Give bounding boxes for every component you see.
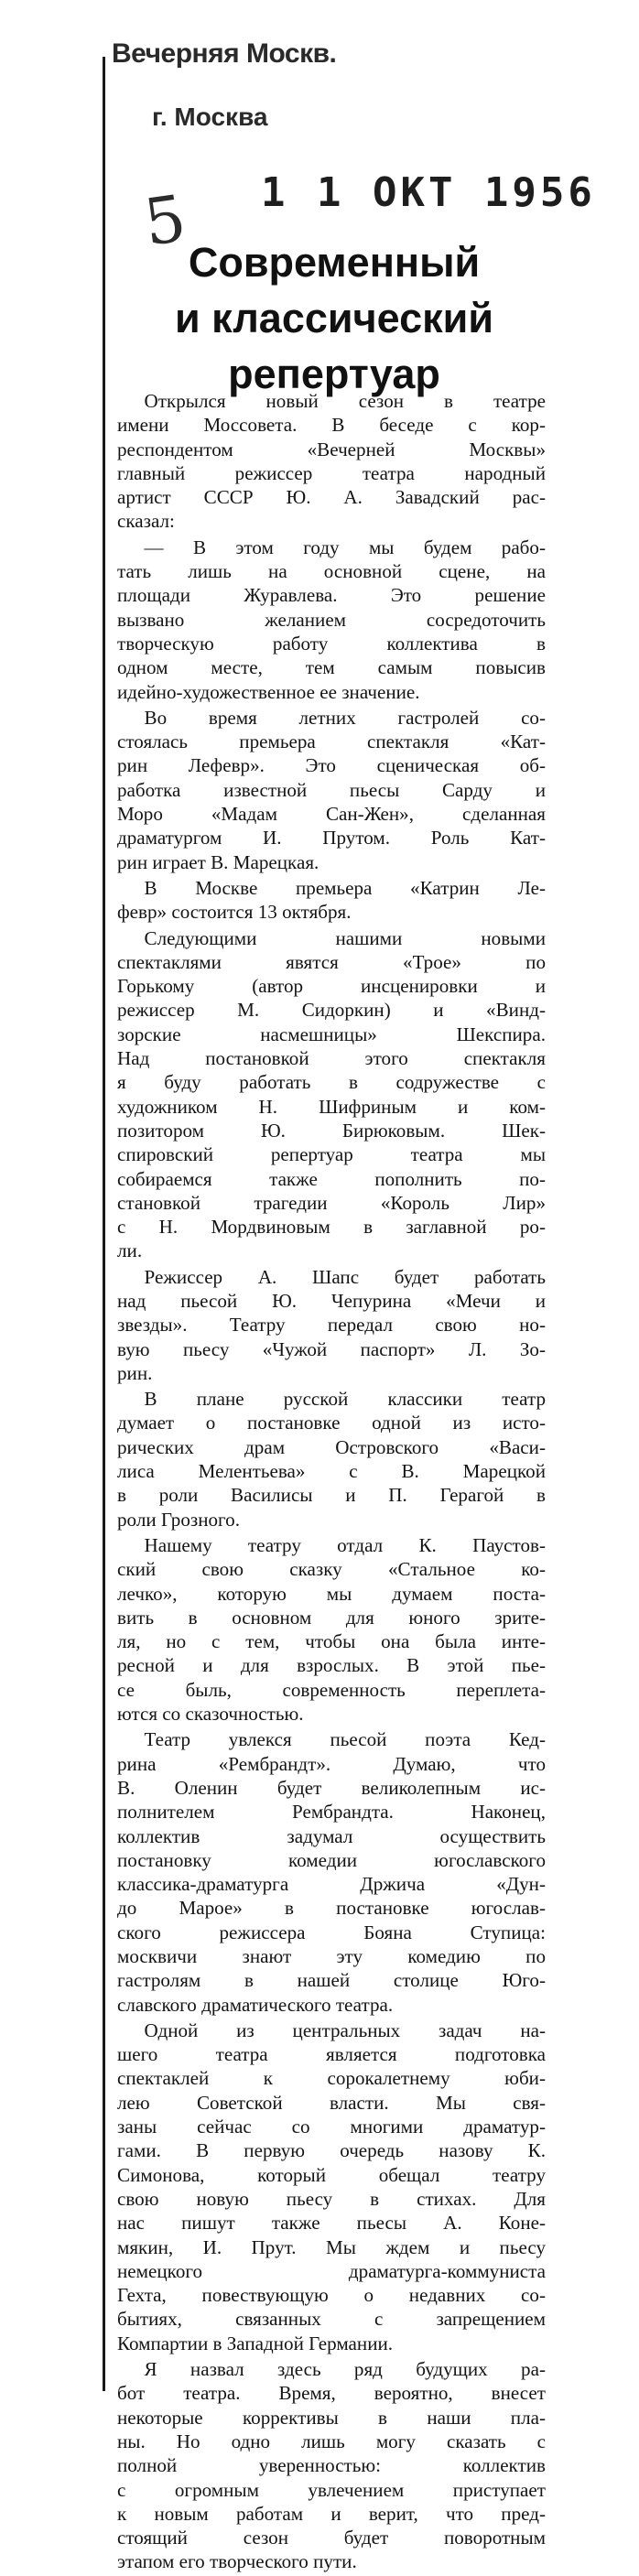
article-headline: [137, 234, 531, 402]
article-line: некоторые коррективы в наши пла-: [117, 2406, 546, 2429]
article-line: — В этом году мы будем рабо-: [144, 536, 546, 558]
article-line: немецкого драматурга-коммуниста: [117, 2259, 546, 2282]
article-line: звезды». Театру передал свою но-: [117, 1314, 546, 1337]
article-line: стоялась премьера спектакля «Кат-: [117, 731, 546, 753]
article-line: Симонова, который обещал театру: [117, 2163, 546, 2186]
article-paragraph: [117, 1387, 546, 1532]
article-line: Горькому (автор инсценировки и: [117, 975, 546, 998]
article-line: рин Лефевр». Это сценическая об-: [117, 754, 546, 777]
article-line: заны сейчас со многими драматур-: [117, 2116, 546, 2138]
article-line: рин.: [117, 1361, 153, 1384]
article-line: я буду работать в содружестве с: [117, 1071, 546, 1094]
newspaper-name: Вечерняя Москв.: [112, 38, 337, 69]
article-line: Открылся новый сезон в театре: [144, 390, 546, 412]
article-line: ского режиссера Бояна Ступица:: [117, 1921, 546, 1943]
article-line: ются со сказочностью.: [117, 1703, 304, 1726]
article-line: этапом его творческого пути.: [117, 2550, 357, 2573]
handwritten-mark: 5: [139, 180, 191, 261]
article-line: классика-драматурга Држича «Дун-: [117, 1873, 546, 1896]
article-line: ресной и для взрослых. В этой пье-: [117, 1654, 546, 1677]
article-line: В Москве премьера «Катрин Ле-: [144, 876, 546, 899]
article-line: ли.: [117, 1239, 143, 1262]
article-line: москвичи знают эту комедию по: [117, 1945, 546, 1967]
article-line: позитором Ю. Бирюковым. Шек-: [117, 1119, 546, 1142]
article-line: работка известной пьесы Сарду и: [117, 778, 546, 801]
article-line: лечко», которую мы думаем поста-: [117, 1582, 546, 1605]
article-line: рина «Рембрандт». Думаю, что: [117, 1752, 546, 1775]
article-line: становкой трагедии «Король Лир»: [117, 1191, 546, 1214]
article-line: Нашему театру отдал К. Паустов-: [144, 1533, 546, 1556]
article-line: коллектив задумал осуществить: [117, 1824, 546, 1847]
article-line: бот театра. Время, вероятно, внесет: [117, 2382, 546, 2405]
article-paragraph: [117, 2357, 546, 2574]
article-line: главный режиссер театра народный: [117, 461, 546, 484]
article-line: собираемся также пополнить по-: [117, 1167, 546, 1190]
date-stamp: 1 1 ОКТ 1956: [261, 169, 596, 216]
article-line: В. Оленин будет великолепным ис-: [117, 1776, 546, 1799]
article-line: гастролям в нашей столице Юго-: [117, 1969, 546, 1992]
article-line: зорские насмешницы» Шекспира.: [117, 1023, 546, 1045]
article-line: сказал:: [117, 510, 175, 533]
article-line: вить в основном для юного зрите-: [117, 1606, 546, 1629]
article-paragraph: [117, 1533, 546, 1726]
article-line: с огромным увлечением приступает: [117, 2478, 546, 2501]
article-line: спектаклями явятся «Трое» по: [117, 950, 546, 973]
article-line: Гехта, повествующую о недавних со-: [117, 2284, 546, 2307]
article-body: [117, 389, 546, 2576]
article-line: Следующими нашими новыми: [144, 926, 546, 949]
article-line: творческую работу коллектива в: [117, 632, 546, 655]
article-paragraph: [117, 536, 546, 704]
headline-line: Современный: [188, 239, 481, 286]
article-line: имени Моссовета. В беседе с кор-: [117, 414, 546, 437]
headline-line: репертуар: [228, 351, 440, 397]
article-paragraph: [117, 876, 546, 925]
article-line: Театр увлекся пьесой поэта Кед-: [144, 1728, 546, 1751]
article-line: до Марое» в постановке югослав-: [117, 1897, 546, 1920]
article-line: с Н. Мордвиновым в заглавной ро-: [117, 1216, 546, 1239]
article-line: респондентом «Вечерней Москвы»: [117, 438, 546, 460]
article-line: вую пьесу «Чужой паспорт» Л. Зо-: [117, 1337, 546, 1360]
article-line: одном месте, тем самым повысив: [117, 656, 546, 679]
article-line: драматургом И. Прутом. Роль Кат-: [117, 827, 546, 850]
article-line: свою новую пьесу в стихах. Для: [117, 2187, 546, 2210]
article-line: бытиях, связанных с запрещением: [117, 2308, 546, 2331]
article-line: ский свою сказку «Стальное ко-: [117, 1558, 546, 1581]
article-line: Компартии в Западной Германии.: [117, 2332, 394, 2354]
article-line: полной уверенностью: коллектив: [117, 2454, 546, 2477]
article-paragraph: [117, 926, 546, 1263]
article-line: в роли Василисы и П. Герагой в: [117, 1484, 546, 1507]
article-line: славского драматического театра.: [117, 1993, 394, 2016]
article-line: спектаклей к сорокалетнему юби-: [117, 2067, 546, 2090]
article-line: над пьесой Ю. Чепурина «Мечи и: [117, 1289, 546, 1312]
clipping-edge-line: [103, 57, 105, 2391]
article-line: роли Грозного.: [117, 1508, 240, 1531]
headline-line: и классический: [174, 295, 493, 341]
article-line: Во время летних гастролей со-: [144, 706, 546, 729]
article-line: гами. В первую очередь назову К.: [117, 2139, 546, 2162]
article-line: рических драм Островского «Васи-: [117, 1435, 546, 1458]
article-line: идейно-художественное ее значение.: [117, 680, 420, 703]
article-line: февр» состоится 13 октября.: [117, 901, 352, 924]
article-line: спировский репертуар театра мы: [117, 1143, 546, 1166]
article-line: ля, но с тем, чтобы она была инте-: [117, 1630, 546, 1653]
article-line: рин играет В. Марецкая.: [117, 850, 320, 873]
article-paragraph: [117, 2019, 546, 2355]
article-paragraph: [117, 706, 546, 874]
article-line: Моро «Мадам Сан-Жен», сделанная: [117, 803, 546, 826]
article-line: Режиссер А. Шапс будет работать: [144, 1265, 546, 1288]
article-line: вызвано желанием сосредоточить: [117, 608, 546, 631]
article-paragraph: [117, 389, 546, 534]
article-line: лею Советской власти. Мы свя-: [117, 2091, 546, 2114]
article-line: се быль, современность переплета-: [117, 1678, 546, 1701]
article-line: мякин, И. Прут. Мы ждем и пьесу: [117, 2235, 546, 2258]
article-line: Над постановкой этого спектакля: [117, 1047, 546, 1070]
article-line: художником Н. Шифриным и ком-: [117, 1095, 546, 1118]
article-line: думает о постановке одной из исто-: [117, 1412, 546, 1434]
article-line: Одной из центральных задач на-: [144, 2019, 546, 2041]
article-line: полнителем Рембрандта. Наконец,: [117, 1801, 546, 1824]
article-paragraph: [117, 1727, 546, 2017]
article-line: стоящий сезон будет поворотным: [117, 2527, 546, 2549]
article-line: нас пишут также пьесы А. Коне-: [117, 2212, 546, 2235]
newspaper-city: г. Москва: [152, 103, 268, 131]
article-line: постановку комедии югославского: [117, 1848, 546, 1871]
article-line: В плане русской классики театр: [144, 1388, 546, 1411]
article-line: Я назвал здесь ряд будущих ра-: [144, 2358, 546, 2381]
article-line: режиссер М. Сидоркин) и «Винд-: [117, 999, 546, 1022]
article-line: ны. Но одно лишь могу сказать с: [117, 2430, 546, 2452]
article-line: тать лишь на основной сцене, на: [117, 560, 546, 583]
article-line: площади Журавлева. Это решение: [117, 584, 546, 607]
article-paragraph: [117, 1265, 546, 1385]
article-line: шего театра является подготовка: [117, 2043, 546, 2066]
article-line: к новым работам и верит, что пред-: [117, 2502, 546, 2525]
article-line: артист СССР Ю. А. Завадский рас-: [117, 486, 546, 509]
article-line: лиса Мелентьева» с В. Марецкой: [117, 1460, 546, 1483]
